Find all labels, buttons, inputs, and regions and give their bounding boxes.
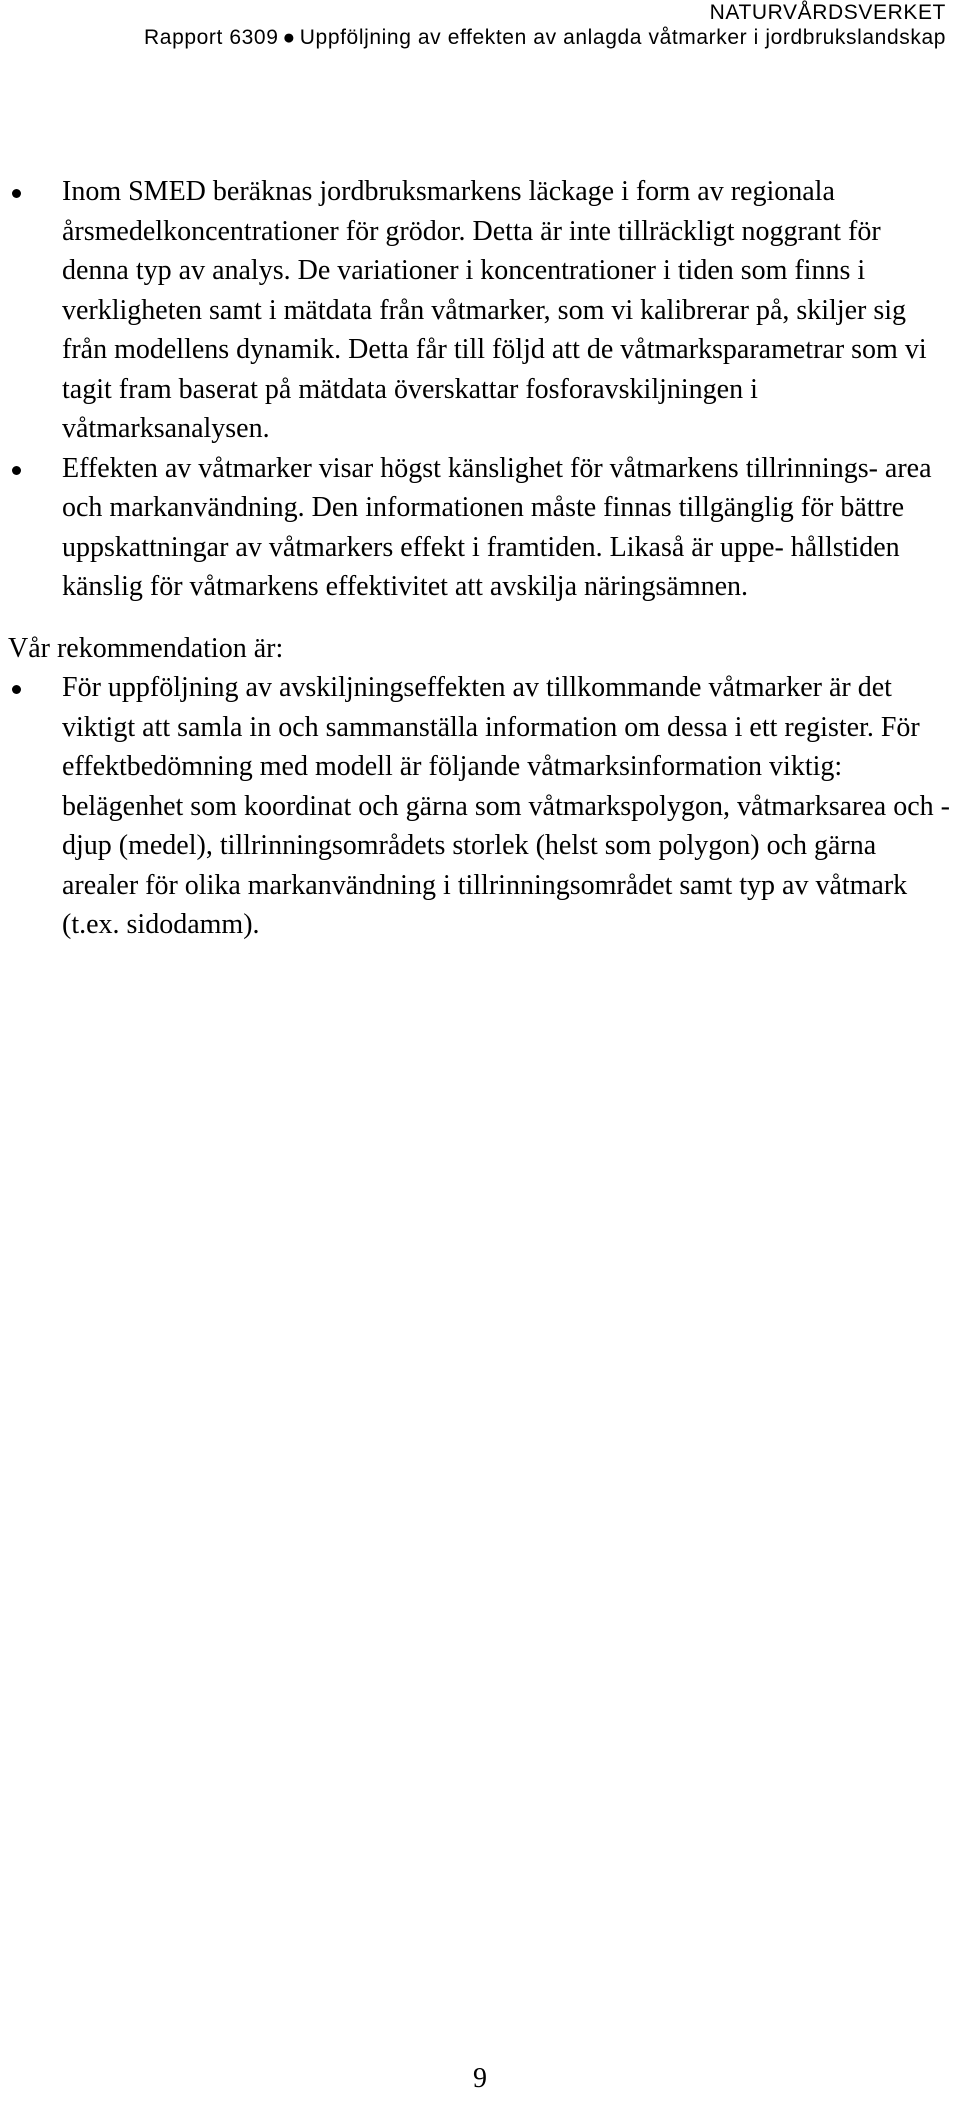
page-number: 9	[473, 2063, 487, 2094]
recommendation-list	[8, 668, 952, 945]
report-title: Uppföljning av effekten av anlagda våtmarker i jordbrukslandskap	[299, 26, 946, 49]
list-item	[8, 668, 952, 945]
separator-bullet-icon: ●	[282, 26, 296, 49]
list-item-text: Inom SMED beräknas jordbruksmarkens läckage i form av regionala årsmedelkoncentrationer för grödor. Detta är inte tillräckligt noggrant för denna typ av analys. De variationer i koncentrationer i tiden som finns i verkligheten samt i mätdata från våtmarker, som vi kalibrerar på, skiljer sig från modellens dynamik. Detta får till följd att de våtmarksparametrar som vi tagit fram baserat på mätdata överskattar fosforavskiljningen i våtmarksanalysen.	[62, 176, 927, 444]
report-line	[144, 25, 946, 50]
list-item-text: Effekten av våtmarker visar högst känslighet för våtmarkens tillrinnings- area och markanvändning. Den informationen måste finnas tillgänglig för bättre uppskattningar av våtmarkers effekt i framtiden. Likaså är uppe- hållstiden känslig för våtmarkens effektivitet att avskilja näringsämnen.	[62, 452, 932, 602]
recommendation-intro: Vår rekommendation är:	[8, 632, 284, 664]
findings-list	[8, 172, 952, 607]
running-header	[144, 0, 946, 50]
list-item	[8, 172, 952, 449]
report-number: Rapport 6309	[144, 26, 279, 49]
list-item	[8, 449, 952, 607]
page-body	[8, 172, 952, 945]
list-item-text: För uppföljning av avskiljningseffekten av tillkommande våtmarker är det viktigt att samla in och sammanställa information om dessa i ett register. För effektbedömning med modell är följande våtmarksinformation viktig: belägenhet som koordinat och gärna som våtmarkspolygon, våtmarksarea och -djup (medel), tillrinningsområdets storlek (helst som polygon) och gärna arealer för olika markanvändning i tillrinningsområdet samt typ av våtmark (t.ex. sidodamm).	[62, 672, 950, 940]
publisher-name: NATURVÅRDSVERKET	[709, 1, 946, 24]
